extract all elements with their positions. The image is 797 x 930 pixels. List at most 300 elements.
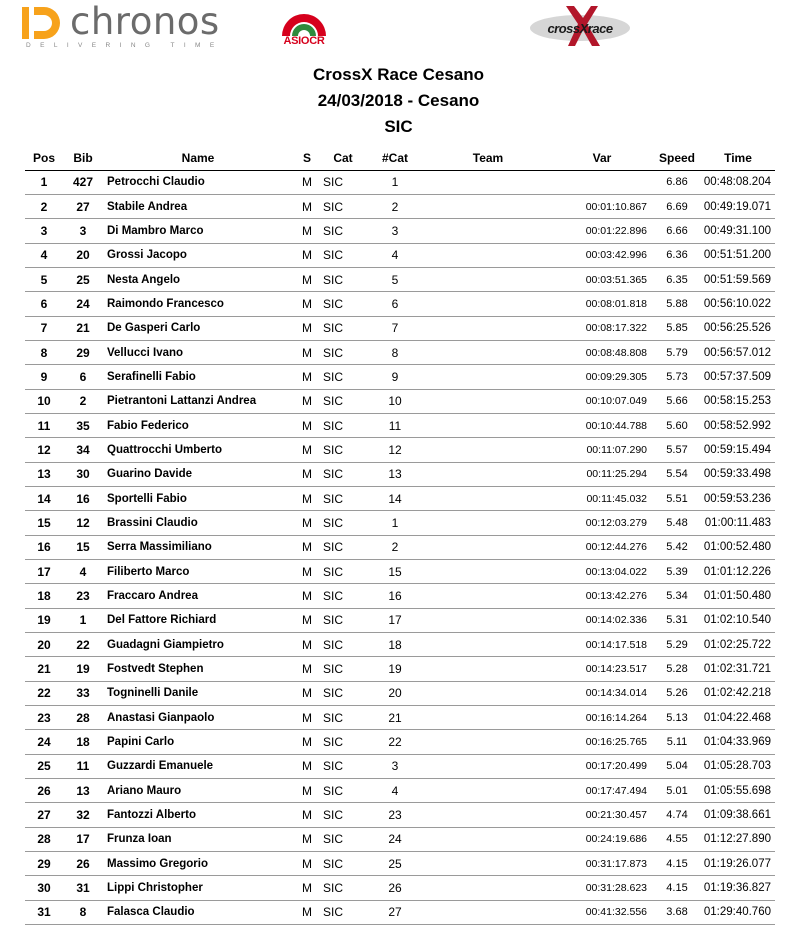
cell-speed: 5.28 — [653, 657, 701, 681]
cell-pos: 23 — [25, 706, 63, 730]
cell-team — [425, 219, 551, 243]
cell-name: Di Mambro Marco — [103, 219, 293, 243]
cell-pos: 31 — [25, 900, 63, 924]
cell-team — [425, 243, 551, 267]
cell-cat: SIC — [321, 413, 365, 437]
cell-cat: SIC — [321, 292, 365, 316]
cell-time: 01:01:50.480 — [701, 584, 775, 608]
cell-team — [425, 633, 551, 657]
cell-name: Fantozzi Alberto — [103, 803, 293, 827]
cell-name: Papini Carlo — [103, 730, 293, 754]
cell-sex: M — [293, 486, 321, 510]
table-header-row — [25, 146, 775, 170]
cell-name: Ariano Mauro — [103, 779, 293, 803]
cell-pos: 3 — [25, 219, 63, 243]
cell-name: Del Fattore Richiard — [103, 608, 293, 632]
table-row — [25, 560, 775, 584]
cell-pos: 25 — [25, 754, 63, 778]
cell-team — [425, 292, 551, 316]
cell-bib: 427 — [63, 170, 103, 194]
cell-cat: SIC — [321, 389, 365, 413]
cell-var: 00:14:34.014 — [551, 681, 653, 705]
cell-time: 01:02:42.218 — [701, 681, 775, 705]
cell-time: 01:19:36.827 — [701, 876, 775, 900]
cell-cat: SIC — [321, 730, 365, 754]
col-header-name: Name — [103, 146, 293, 170]
cell-sex: M — [293, 535, 321, 559]
cell-bib: 23 — [63, 584, 103, 608]
cell-pos: 22 — [25, 681, 63, 705]
cell-ncat: 15 — [365, 560, 425, 584]
cell-cat: SIC — [321, 535, 365, 559]
table-row — [25, 900, 775, 924]
cell-var: 00:03:51.365 — [551, 267, 653, 291]
cell-name: Guarino Davide — [103, 462, 293, 486]
cell-pos: 29 — [25, 852, 63, 876]
cell-sex: M — [293, 243, 321, 267]
cell-ncat: 25 — [365, 852, 425, 876]
cell-time: 00:58:52.992 — [701, 413, 775, 437]
col-header-bib: Bib — [63, 146, 103, 170]
cell-team — [425, 486, 551, 510]
table-row — [25, 730, 775, 754]
cell-bib: 20 — [63, 243, 103, 267]
cell-speed: 3.68 — [653, 900, 701, 924]
cell-bib: 28 — [63, 706, 103, 730]
cell-speed: 4.15 — [653, 852, 701, 876]
table-row — [25, 194, 775, 218]
table-row — [25, 633, 775, 657]
cell-var: 00:12:44.276 — [551, 535, 653, 559]
cell-pos: 13 — [25, 462, 63, 486]
cell-ncat: 9 — [365, 365, 425, 389]
cell-cat: SIC — [321, 194, 365, 218]
cell-ncat: 7 — [365, 316, 425, 340]
cell-team — [425, 827, 551, 851]
cell-speed: 5.42 — [653, 535, 701, 559]
cell-bib: 11 — [63, 754, 103, 778]
results-table — [25, 146, 775, 925]
table-row — [25, 608, 775, 632]
cell-cat: SIC — [321, 486, 365, 510]
page-header — [0, 0, 797, 58]
cell-ncat: 11 — [365, 413, 425, 437]
cell-time: 01:00:52.480 — [701, 535, 775, 559]
cell-time: 01:19:26.077 — [701, 852, 775, 876]
cell-var: 00:41:32.556 — [551, 900, 653, 924]
cell-ncat: 18 — [365, 633, 425, 657]
cell-time: 00:59:53.236 — [701, 486, 775, 510]
table-row — [25, 389, 775, 413]
cell-speed: 5.48 — [653, 511, 701, 535]
cell-name: Nesta Angelo — [103, 267, 293, 291]
cell-team — [425, 194, 551, 218]
cell-ncat: 6 — [365, 292, 425, 316]
cell-sex: M — [293, 511, 321, 535]
cell-speed: 5.26 — [653, 681, 701, 705]
cell-bib: 19 — [63, 657, 103, 681]
cell-speed: 4.74 — [653, 803, 701, 827]
cell-speed: 5.57 — [653, 438, 701, 462]
cell-pos: 17 — [25, 560, 63, 584]
cell-sex: M — [293, 340, 321, 364]
cell-ncat: 16 — [365, 584, 425, 608]
cell-time: 00:59:15.494 — [701, 438, 775, 462]
cell-var: 00:16:25.765 — [551, 730, 653, 754]
col-header-time: Time — [701, 146, 775, 170]
cell-pos: 21 — [25, 657, 63, 681]
cell-name: Serra Massimiliano — [103, 535, 293, 559]
cell-ncat: 5 — [365, 267, 425, 291]
cell-pos: 16 — [25, 535, 63, 559]
cell-team — [425, 462, 551, 486]
table-row — [25, 267, 775, 291]
cell-time: 00:58:15.253 — [701, 389, 775, 413]
cell-ncat: 3 — [365, 754, 425, 778]
cell-ncat: 2 — [365, 535, 425, 559]
cell-team — [425, 389, 551, 413]
cell-team — [425, 170, 551, 194]
cell-name: Sportelli Fabio — [103, 486, 293, 510]
cell-var: 00:12:03.279 — [551, 511, 653, 535]
cell-speed: 5.31 — [653, 608, 701, 632]
cell-ncat: 19 — [365, 657, 425, 681]
table-row — [25, 511, 775, 535]
cell-var: 00:16:14.264 — [551, 706, 653, 730]
cell-name: Guzzardi Emanuele — [103, 754, 293, 778]
cell-bib: 26 — [63, 852, 103, 876]
cell-var: 00:11:07.290 — [551, 438, 653, 462]
cell-ncat: 26 — [365, 876, 425, 900]
cell-bib: 32 — [63, 803, 103, 827]
cell-pos: 1 — [25, 170, 63, 194]
table-row — [25, 486, 775, 510]
cell-team — [425, 316, 551, 340]
cell-sex: M — [293, 389, 321, 413]
cell-pos: 12 — [25, 438, 63, 462]
cell-bib: 4 — [63, 560, 103, 584]
cell-ncat: 10 — [365, 389, 425, 413]
cell-speed: 5.73 — [653, 365, 701, 389]
cell-team — [425, 754, 551, 778]
cell-var: 00:10:07.049 — [551, 389, 653, 413]
cell-var: 00:31:28.623 — [551, 876, 653, 900]
cell-pos: 2 — [25, 194, 63, 218]
cell-name: Petrocchi Claudio — [103, 170, 293, 194]
cell-sex: M — [293, 584, 321, 608]
table-row — [25, 681, 775, 705]
results-title-block — [0, 62, 797, 140]
cell-ncat: 3 — [365, 219, 425, 243]
col-header-pos: Pos — [25, 146, 63, 170]
cell-ncat: 22 — [365, 730, 425, 754]
cell-var: 00:08:17.322 — [551, 316, 653, 340]
col-header-cat: Cat — [321, 146, 365, 170]
cell-pos: 30 — [25, 876, 63, 900]
cell-team — [425, 706, 551, 730]
cell-time: 01:02:25.722 — [701, 633, 775, 657]
cell-bib: 15 — [63, 535, 103, 559]
cell-cat: SIC — [321, 900, 365, 924]
cell-name: Raimondo Francesco — [103, 292, 293, 316]
cell-var: 00:17:20.499 — [551, 754, 653, 778]
cell-time: 01:04:33.969 — [701, 730, 775, 754]
cell-name: Fostvedt Stephen — [103, 657, 293, 681]
cell-bib: 18 — [63, 730, 103, 754]
cell-cat: SIC — [321, 170, 365, 194]
cell-sex: M — [293, 170, 321, 194]
cell-var: 00:09:29.305 — [551, 365, 653, 389]
cell-sex: M — [293, 681, 321, 705]
cell-sex: M — [293, 267, 321, 291]
table-row — [25, 827, 775, 851]
cell-pos: 8 — [25, 340, 63, 364]
cell-time: 00:51:51.200 — [701, 243, 775, 267]
cell-ncat: 20 — [365, 681, 425, 705]
cell-time: 00:56:10.022 — [701, 292, 775, 316]
cell-speed: 5.04 — [653, 754, 701, 778]
cell-speed: 6.69 — [653, 194, 701, 218]
cell-cat: SIC — [321, 219, 365, 243]
cell-var: 00:11:45.032 — [551, 486, 653, 510]
cell-cat: SIC — [321, 803, 365, 827]
cell-sex: M — [293, 657, 321, 681]
cell-team — [425, 584, 551, 608]
cell-name: Anastasi Gianpaolo — [103, 706, 293, 730]
cell-speed: 5.88 — [653, 292, 701, 316]
cell-sex: M — [293, 779, 321, 803]
cell-cat: SIC — [321, 608, 365, 632]
cell-speed: 5.79 — [653, 340, 701, 364]
cell-var: 00:10:44.788 — [551, 413, 653, 437]
cell-name: Stabile Andrea — [103, 194, 293, 218]
cell-pos: 26 — [25, 779, 63, 803]
cell-bib: 6 — [63, 365, 103, 389]
cell-team — [425, 560, 551, 584]
cell-pos: 5 — [25, 267, 63, 291]
cell-cat: SIC — [321, 438, 365, 462]
cell-bib: 17 — [63, 827, 103, 851]
cell-team — [425, 900, 551, 924]
cell-bib: 22 — [63, 633, 103, 657]
cell-cat: SIC — [321, 633, 365, 657]
cell-team — [425, 876, 551, 900]
cell-cat: SIC — [321, 316, 365, 340]
cell-bib: 12 — [63, 511, 103, 535]
col-header-speed: Speed — [653, 146, 701, 170]
table-row — [25, 219, 775, 243]
cell-name: Serafinelli Fabio — [103, 365, 293, 389]
table-row — [25, 292, 775, 316]
cell-var: 00:01:22.896 — [551, 219, 653, 243]
cell-bib: 21 — [63, 316, 103, 340]
cell-pos: 24 — [25, 730, 63, 754]
cell-ncat: 1 — [365, 170, 425, 194]
cell-team — [425, 657, 551, 681]
cell-sex: M — [293, 438, 321, 462]
cell-speed: 6.36 — [653, 243, 701, 267]
col-header-team: Team — [425, 146, 551, 170]
table-row — [25, 852, 775, 876]
cell-var: 00:01:10.867 — [551, 194, 653, 218]
cell-pos: 15 — [25, 511, 63, 535]
cell-name: Massimo Gregorio — [103, 852, 293, 876]
cell-pos: 11 — [25, 413, 63, 437]
cell-var: 00:03:42.996 — [551, 243, 653, 267]
cell-name: Frunza Ioan — [103, 827, 293, 851]
cell-pos: 7 — [25, 316, 63, 340]
cell-ncat: 4 — [365, 243, 425, 267]
table-row — [25, 340, 775, 364]
cell-sex: M — [293, 706, 321, 730]
cell-cat: SIC — [321, 706, 365, 730]
cell-name: Fabio Federico — [103, 413, 293, 437]
cell-pos: 18 — [25, 584, 63, 608]
cell-cat: SIC — [321, 657, 365, 681]
cell-ncat: 2 — [365, 194, 425, 218]
cell-team — [425, 852, 551, 876]
cell-sex: M — [293, 365, 321, 389]
cell-sex: M — [293, 633, 321, 657]
cell-name: De Gasperi Carlo — [103, 316, 293, 340]
cell-team — [425, 803, 551, 827]
cell-pos: 10 — [25, 389, 63, 413]
cell-sex: M — [293, 316, 321, 340]
cell-ncat: 14 — [365, 486, 425, 510]
cell-var: 00:11:25.294 — [551, 462, 653, 486]
cell-ncat: 4 — [365, 779, 425, 803]
cell-bib: 25 — [63, 267, 103, 291]
cell-sex: M — [293, 803, 321, 827]
cell-time: 00:51:59.569 — [701, 267, 775, 291]
cell-speed: 5.01 — [653, 779, 701, 803]
cell-pos: 6 — [25, 292, 63, 316]
cell-var: 00:08:01.818 — [551, 292, 653, 316]
cell-speed: 5.85 — [653, 316, 701, 340]
cell-name: Filiberto Marco — [103, 560, 293, 584]
cell-bib: 2 — [63, 389, 103, 413]
cell-ncat: 24 — [365, 827, 425, 851]
asiocr-logo — [276, 10, 332, 50]
cell-ncat: 21 — [365, 706, 425, 730]
cell-team — [425, 681, 551, 705]
cell-sex: M — [293, 194, 321, 218]
cell-speed: 5.60 — [653, 413, 701, 437]
cell-time: 01:12:27.890 — [701, 827, 775, 851]
asiocr-label: ASIOCR — [283, 35, 325, 47]
col-header-ncat: #Cat — [365, 146, 425, 170]
cell-time: 01:00:11.483 — [701, 511, 775, 535]
cell-speed: 6.66 — [653, 219, 701, 243]
chronos-logo — [22, 0, 242, 50]
table-row — [25, 365, 775, 389]
cell-time: 00:49:31.100 — [701, 219, 775, 243]
cell-speed: 5.29 — [653, 633, 701, 657]
cell-speed: 6.86 — [653, 170, 701, 194]
cell-name: Falasca Claudio — [103, 900, 293, 924]
cell-team — [425, 438, 551, 462]
cell-sex: M — [293, 608, 321, 632]
cell-bib: 31 — [63, 876, 103, 900]
cell-time: 01:02:10.540 — [701, 608, 775, 632]
cell-var: 00:08:48.808 — [551, 340, 653, 364]
cell-var: 00:31:17.873 — [551, 852, 653, 876]
cell-name: Vellucci Ivano — [103, 340, 293, 364]
cell-cat: SIC — [321, 365, 365, 389]
cell-team — [425, 340, 551, 364]
table-row — [25, 876, 775, 900]
cell-speed: 5.66 — [653, 389, 701, 413]
cell-time: 00:48:08.204 — [701, 170, 775, 194]
cell-var: 00:21:30.457 — [551, 803, 653, 827]
cell-cat: SIC — [321, 876, 365, 900]
cell-team — [425, 365, 551, 389]
cell-speed: 5.54 — [653, 462, 701, 486]
cell-name: Guadagni Giampietro — [103, 633, 293, 657]
cell-sex: M — [293, 876, 321, 900]
cell-sex: M — [293, 413, 321, 437]
cell-team — [425, 608, 551, 632]
cell-var: 00:13:04.022 — [551, 560, 653, 584]
chronos-mark-icon — [22, 7, 62, 39]
cell-bib: 34 — [63, 438, 103, 462]
chronos-tagline: DELIVERING TIME — [26, 42, 224, 49]
cell-time: 00:56:25.526 — [701, 316, 775, 340]
cell-ncat: 27 — [365, 900, 425, 924]
cell-ncat: 8 — [365, 340, 425, 364]
table-row — [25, 170, 775, 194]
category-title: SIC — [384, 117, 413, 136]
cell-team — [425, 779, 551, 803]
cell-speed: 6.35 — [653, 267, 701, 291]
cell-sex: M — [293, 462, 321, 486]
cell-name: Fraccaro Andrea — [103, 584, 293, 608]
cell-sex: M — [293, 292, 321, 316]
cell-pos: 9 — [25, 365, 63, 389]
cell-cat: SIC — [321, 560, 365, 584]
cell-var: 00:14:17.518 — [551, 633, 653, 657]
cell-time: 01:09:38.661 — [701, 803, 775, 827]
cell-bib: 13 — [63, 779, 103, 803]
cell-bib: 1 — [63, 608, 103, 632]
race-date-location: 24/03/2018 - Cesano — [317, 91, 480, 110]
cell-ncat: 1 — [365, 511, 425, 535]
cell-bib: 3 — [63, 219, 103, 243]
cell-team — [425, 413, 551, 437]
cell-team — [425, 511, 551, 535]
cell-bib: 33 — [63, 681, 103, 705]
cell-name: Quattrocchi Umberto — [103, 438, 293, 462]
cell-cat: SIC — [321, 827, 365, 851]
chronos-wordmark: chronos — [70, 0, 220, 43]
cell-time: 01:04:22.468 — [701, 706, 775, 730]
cell-cat: SIC — [321, 584, 365, 608]
cell-pos: 27 — [25, 803, 63, 827]
cell-sex: M — [293, 900, 321, 924]
cell-name: Lippi Christopher — [103, 876, 293, 900]
cell-bib: 24 — [63, 292, 103, 316]
cell-cat: SIC — [321, 681, 365, 705]
cell-pos: 19 — [25, 608, 63, 632]
cell-pos: 14 — [25, 486, 63, 510]
cell-var: 00:13:42.276 — [551, 584, 653, 608]
cell-pos: 20 — [25, 633, 63, 657]
cell-speed: 5.11 — [653, 730, 701, 754]
col-header-var: Var — [551, 146, 653, 170]
cell-ncat: 12 — [365, 438, 425, 462]
crossx-race-wordmark: crossXrace — [547, 21, 613, 36]
cell-var: 00:17:47.494 — [551, 779, 653, 803]
